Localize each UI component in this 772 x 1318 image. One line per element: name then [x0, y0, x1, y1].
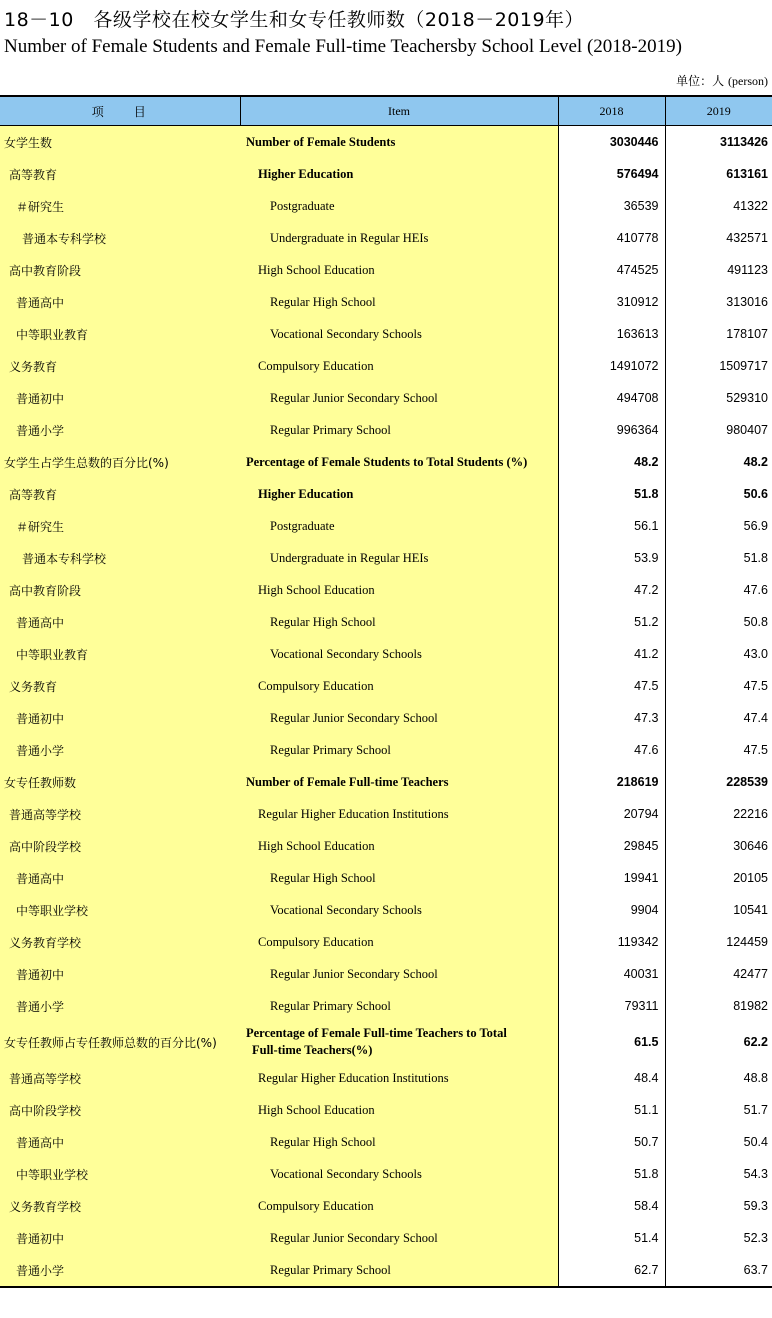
- value-2018: 48.2: [558, 446, 665, 478]
- value-2018: 62.7: [558, 1254, 665, 1287]
- value-2019: 22216: [665, 798, 772, 830]
- row-label-en: Regular Primary School: [240, 1254, 558, 1287]
- table-row: [0, 350, 772, 382]
- value-2019: 1509717: [665, 350, 772, 382]
- value-2019: 52.3: [665, 1222, 772, 1254]
- table-row: [0, 1094, 772, 1126]
- value-2019: 313016: [665, 286, 772, 318]
- row-label-en: Compulsory Education: [240, 350, 558, 382]
- value-2018: 56.1: [558, 510, 665, 542]
- row-label-cn: 中等职业教育: [0, 638, 240, 670]
- value-2019: 54.3: [665, 1158, 772, 1190]
- value-2019: 47.4: [665, 702, 772, 734]
- table-row: [0, 702, 772, 734]
- row-label-cn: ＃研究生: [0, 510, 240, 542]
- value-2019: 48.8: [665, 1062, 772, 1094]
- row-label-en: Regular Higher Education Institutions: [240, 1062, 558, 1094]
- value-2018: 48.4: [558, 1062, 665, 1094]
- row-label-en: Compulsory Education: [240, 670, 558, 702]
- value-2018: 410778: [558, 222, 665, 254]
- table-row: [0, 926, 772, 958]
- value-2018: 310912: [558, 286, 665, 318]
- value-2018: 51.4: [558, 1222, 665, 1254]
- value-2018: 47.3: [558, 702, 665, 734]
- row-label-en: Regular Primary School: [240, 414, 558, 446]
- row-label-en: Undergraduate in Regular HEIs: [240, 542, 558, 574]
- value-2019: 50.4: [665, 1126, 772, 1158]
- row-label-en: High School Education: [240, 574, 558, 606]
- value-2018: 163613: [558, 318, 665, 350]
- row-label-cn: 普通小学: [0, 990, 240, 1022]
- row-label-en: Postgraduate: [240, 190, 558, 222]
- table-row: [0, 222, 772, 254]
- value-2018: 61.5: [558, 1022, 665, 1062]
- value-2019: 30646: [665, 830, 772, 862]
- value-2019: 50.8: [665, 606, 772, 638]
- value-2019: 48.2: [665, 446, 772, 478]
- value-2019: 62.2: [665, 1022, 772, 1062]
- row-label-cn: 女学生占学生总数的百分比(%): [0, 446, 240, 478]
- value-2019: 51.7: [665, 1094, 772, 1126]
- value-2019: 47.5: [665, 734, 772, 766]
- table-row: [0, 318, 772, 350]
- value-2018: 494708: [558, 382, 665, 414]
- table-row: [0, 734, 772, 766]
- row-label-cn: 高中阶段学校: [0, 830, 240, 862]
- row-label-en: Regular Primary School: [240, 734, 558, 766]
- table-row: [0, 670, 772, 702]
- unit-label-en: (person): [728, 74, 768, 88]
- value-2019: 43.0: [665, 638, 772, 670]
- row-label-cn: 普通初中: [0, 958, 240, 990]
- column-header-item-cn: 项 目: [0, 96, 240, 126]
- table-row: [0, 254, 772, 286]
- row-label-cn: 普通高中: [0, 862, 240, 894]
- value-2018: 47.6: [558, 734, 665, 766]
- value-2019: 20105: [665, 862, 772, 894]
- value-2018: 576494: [558, 158, 665, 190]
- table-row: [0, 1062, 772, 1094]
- value-2018: 36539: [558, 190, 665, 222]
- row-label-en: Regular Junior Secondary School: [240, 958, 558, 990]
- row-label-en: Compulsory Education: [240, 926, 558, 958]
- row-label-en: Postgraduate: [240, 510, 558, 542]
- value-2018: 47.5: [558, 670, 665, 702]
- row-label-en: Regular Higher Education Institutions: [240, 798, 558, 830]
- row-label-en: Number of Female Students: [240, 126, 558, 159]
- row-label-en: Undergraduate in Regular HEIs: [240, 222, 558, 254]
- row-label-en-line2: Full-time Teachers(%): [252, 1043, 373, 1057]
- value-2019: 81982: [665, 990, 772, 1022]
- row-label-en: Vocational Secondary Schools: [240, 894, 558, 926]
- value-2018: 20794: [558, 798, 665, 830]
- page-title-english: Number of Female Students and Female Full-time Teachersby School Level (2018-2019): [4, 36, 682, 57]
- row-label-cn: 义务教育: [0, 670, 240, 702]
- value-2018: 50.7: [558, 1126, 665, 1158]
- column-header-2019: 2019: [665, 96, 772, 126]
- column-header-item-en: Item: [240, 96, 558, 126]
- value-2019: 529310: [665, 382, 772, 414]
- value-2018: 79311: [558, 990, 665, 1022]
- table-row: [0, 542, 772, 574]
- value-2019: 51.8: [665, 542, 772, 574]
- row-label-en: Regular High School: [240, 286, 558, 318]
- table-row: [0, 766, 772, 798]
- table-body: [0, 126, 772, 1288]
- table-row: [0, 126, 772, 159]
- row-label-en: Regular High School: [240, 1126, 558, 1158]
- value-2019: 50.6: [665, 478, 772, 510]
- row-label-cn: 中等职业学校: [0, 894, 240, 926]
- table-row: [0, 158, 772, 190]
- row-label-en: Regular Primary School: [240, 990, 558, 1022]
- table-row: [0, 1222, 772, 1254]
- table-row: [0, 510, 772, 542]
- value-2018: 218619: [558, 766, 665, 798]
- value-2018: 9904: [558, 894, 665, 926]
- row-label-cn: 女学生数: [0, 126, 240, 159]
- row-label-en: Regular Junior Secondary School: [240, 702, 558, 734]
- value-2018: 29845: [558, 830, 665, 862]
- value-2019: 491123: [665, 254, 772, 286]
- row-label-cn: 普通本专科学校: [0, 542, 240, 574]
- table-row: [0, 414, 772, 446]
- row-label-cn: 中等职业教育: [0, 318, 240, 350]
- value-2019: 47.6: [665, 574, 772, 606]
- row-label-cn: 女专任教师占专任教师总数的百分比(%): [0, 1022, 240, 1062]
- row-label-en: Vocational Secondary Schools: [240, 638, 558, 670]
- table-row: [0, 830, 772, 862]
- value-2018: 47.2: [558, 574, 665, 606]
- value-2018: 51.8: [558, 478, 665, 510]
- value-2018: 3030446: [558, 126, 665, 159]
- row-label-en-line1: Percentage of Female Full-time Teachers to Total: [246, 1026, 507, 1040]
- value-2018: 40031: [558, 958, 665, 990]
- table-row: [0, 638, 772, 670]
- page-title-chinese: 18－10 各级学校在校女学生和女专任教师数（2018－2019年）: [4, 9, 585, 31]
- unit-label: [676, 72, 768, 89]
- table-row: [0, 478, 772, 510]
- row-label-en: High School Education: [240, 254, 558, 286]
- value-2018: 1491072: [558, 350, 665, 382]
- row-label-en: High School Education: [240, 830, 558, 862]
- table-row: [0, 990, 772, 1022]
- row-label-en: Percentage of Female Students to Total Students (%): [240, 446, 558, 478]
- row-label-cn: 普通初中: [0, 702, 240, 734]
- table-row: [0, 1254, 772, 1287]
- row-label-cn: 普通高等学校: [0, 798, 240, 830]
- table-row: [0, 894, 772, 926]
- row-label-en: Regular High School: [240, 862, 558, 894]
- value-2019: 10541: [665, 894, 772, 926]
- row-label-en: Number of Female Full-time Teachers: [240, 766, 558, 798]
- row-label-en: Higher Education: [240, 478, 558, 510]
- table-row: [0, 1126, 772, 1158]
- table-row: [0, 574, 772, 606]
- row-label-cn: 普通高等学校: [0, 1062, 240, 1094]
- row-label-cn: 普通初中: [0, 382, 240, 414]
- row-label-cn: 普通小学: [0, 414, 240, 446]
- table-row: [0, 446, 772, 478]
- row-label-cn: 义务教育学校: [0, 1190, 240, 1222]
- row-label-cn: 普通初中: [0, 1222, 240, 1254]
- value-2018: 51.2: [558, 606, 665, 638]
- table-row: [0, 1022, 772, 1062]
- table-row: [0, 606, 772, 638]
- row-label-cn: 普通小学: [0, 734, 240, 766]
- table-row: [0, 798, 772, 830]
- row-label-cn: 普通高中: [0, 286, 240, 318]
- value-2019: 3113426: [665, 126, 772, 159]
- table-row: [0, 190, 772, 222]
- value-2018: 996364: [558, 414, 665, 446]
- value-2019: 613161: [665, 158, 772, 190]
- row-label-cn: 普通本专科学校: [0, 222, 240, 254]
- table-header-row: [0, 96, 772, 126]
- table-row: [0, 286, 772, 318]
- row-label-en: Regular Junior Secondary School: [240, 1222, 558, 1254]
- row-label-cn: 高中教育阶段: [0, 254, 240, 286]
- value-2018: 19941: [558, 862, 665, 894]
- value-2019: 124459: [665, 926, 772, 958]
- value-2019: 432571: [665, 222, 772, 254]
- row-label-cn: 高中阶段学校: [0, 1094, 240, 1126]
- table-row: [0, 958, 772, 990]
- row-label-cn: 中等职业学校: [0, 1158, 240, 1190]
- row-label-cn: 高中教育阶段: [0, 574, 240, 606]
- row-label-cn: 义务教育学校: [0, 926, 240, 958]
- value-2019: 59.3: [665, 1190, 772, 1222]
- value-2018: 51.1: [558, 1094, 665, 1126]
- row-label-cn: 普通高中: [0, 1126, 240, 1158]
- column-header-2018: 2018: [558, 96, 665, 126]
- table-row: [0, 862, 772, 894]
- value-2019: 63.7: [665, 1254, 772, 1287]
- value-2019: 178107: [665, 318, 772, 350]
- row-label-cn: 高等教育: [0, 158, 240, 190]
- value-2019: 47.5: [665, 670, 772, 702]
- value-2019: 42477: [665, 958, 772, 990]
- row-label-cn: 高等教育: [0, 478, 240, 510]
- row-label-cn: 义务教育: [0, 350, 240, 382]
- row-label-en: Higher Education: [240, 158, 558, 190]
- row-label-en: High School Education: [240, 1094, 558, 1126]
- value-2018: 51.8: [558, 1158, 665, 1190]
- value-2018: 53.9: [558, 542, 665, 574]
- table-row: [0, 1158, 772, 1190]
- row-label-en: Regular High School: [240, 606, 558, 638]
- data-table: [0, 95, 772, 1288]
- row-label-en: Regular Junior Secondary School: [240, 382, 558, 414]
- row-label-cn: 女专任教师数: [0, 766, 240, 798]
- value-2018: 58.4: [558, 1190, 665, 1222]
- unit-label-cn: 单位：人: [676, 74, 725, 88]
- row-label-en: Compulsory Education: [240, 1190, 558, 1222]
- row-label-cn: ＃研究生: [0, 190, 240, 222]
- value-2018: 474525: [558, 254, 665, 286]
- value-2018: 41.2: [558, 638, 665, 670]
- table-row: [0, 382, 772, 414]
- row-label-en: Vocational Secondary Schools: [240, 1158, 558, 1190]
- row-label-cn: 普通高中: [0, 606, 240, 638]
- value-2018: 119342: [558, 926, 665, 958]
- table-row: [0, 1190, 772, 1222]
- value-2019: 980407: [665, 414, 772, 446]
- value-2019: 228539: [665, 766, 772, 798]
- value-2019: 41322: [665, 190, 772, 222]
- row-label-en: [240, 1022, 558, 1062]
- value-2019: 56.9: [665, 510, 772, 542]
- row-label-cn: 普通小学: [0, 1254, 240, 1287]
- row-label-en: Vocational Secondary Schools: [240, 318, 558, 350]
